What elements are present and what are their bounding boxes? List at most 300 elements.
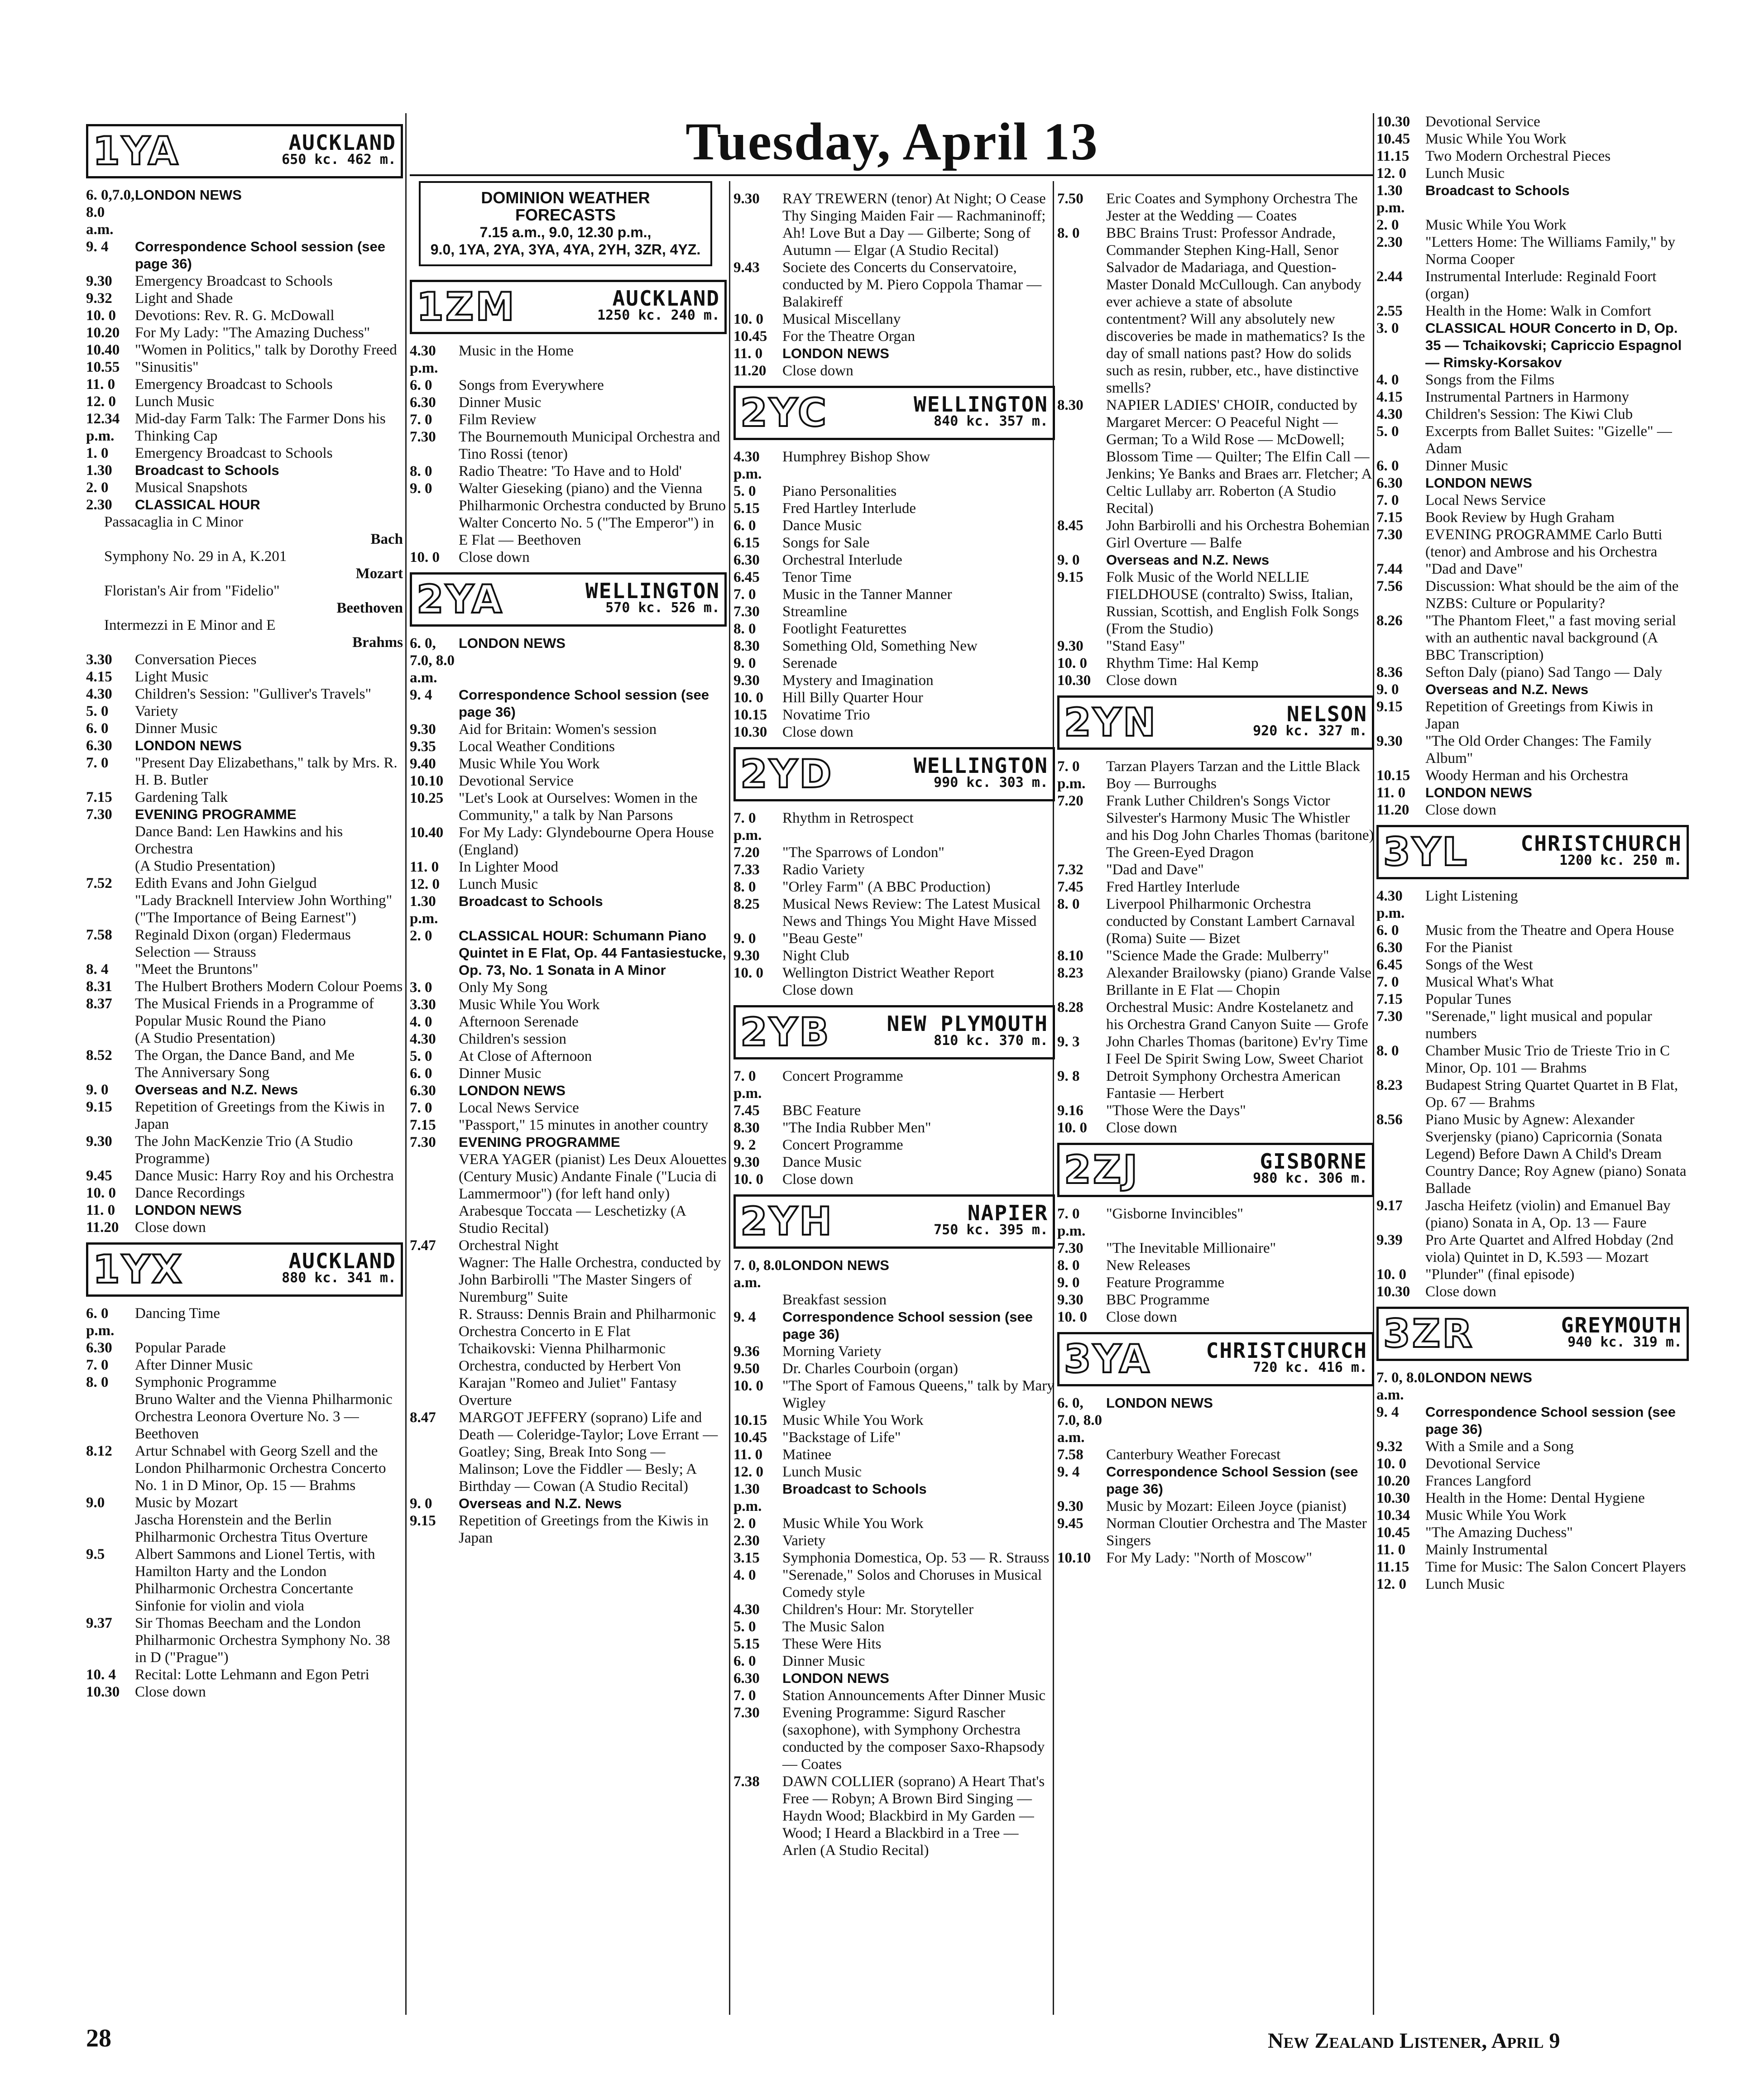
programme-time: 2.55: [1376, 303, 1403, 319]
programme-title: Correspondence School Session (see page 36): [1106, 1464, 1358, 1497]
programme-time: 8.52: [86, 1047, 112, 1064]
programme-time: 10.15: [733, 707, 767, 723]
programme-time: 4.30 p.m.: [733, 449, 762, 482]
programme-title: Concert Programme: [782, 1137, 903, 1153]
programme-title: Something Old, Something New: [782, 638, 978, 654]
programme-title: Wagner: The Halle Orchestra, conducted by John Barbirolli "The Master Singers of Nuremburg" Suite: [459, 1255, 721, 1305]
programme-title: Children's Hour: Mr. Storyteller: [782, 1601, 974, 1618]
programme-title: Close down: [1106, 1120, 1177, 1136]
programme-title: Fred Hartley Interlude: [1106, 879, 1240, 895]
programme-time: [86, 1030, 135, 1047]
programme-item: [1057, 1291, 1374, 1308]
programme-title: Music While You Work: [1425, 131, 1567, 147]
programme-time: 3.30: [410, 997, 436, 1013]
programme-title: Emergency Broadcast to Schools: [135, 273, 333, 289]
programme-title: Evening Programme: Sigurd Rascher (saxophone), with Symphony Orchestra conducted by the composer Saxo-Rhapsody — Coates: [782, 1705, 1045, 1773]
programme-title: Bruno Walter and the Vienna Philharmonic Orchestra Leonora Overture No. 3 — Beethoven: [135, 1391, 393, 1442]
programme-time: 9.45: [1057, 1515, 1083, 1532]
programme-item: [1376, 388, 1689, 406]
station-frequency: 940 kc. 319 m.: [1567, 1334, 1682, 1350]
programme-item: [733, 861, 1055, 878]
programme-item: [1376, 991, 1689, 1008]
programme-item: [733, 1308, 1055, 1343]
programme-title: Dance Music: Harry Roy and his Orchestra: [135, 1168, 394, 1184]
station-header: [1057, 1332, 1374, 1386]
programme-title: Dancing Time: [135, 1305, 220, 1322]
programme-time: 7.30: [86, 806, 112, 823]
programme-item: [733, 689, 1055, 706]
station-city: NAPIER: [967, 1201, 1048, 1225]
programme-time: 9. 0: [1057, 1275, 1080, 1291]
programme-time: 7.58: [1057, 1447, 1083, 1463]
programme-item: [1376, 182, 1689, 216]
programme-title: The Anniversary Song: [135, 1064, 269, 1081]
programme-title: Woody Herman and his Orchestra: [1425, 767, 1629, 784]
programme-time: 7.44: [1376, 561, 1403, 577]
programme-item: [1376, 406, 1689, 423]
station-header: [733, 386, 1055, 440]
station-info: [1157, 702, 1367, 740]
programme-title: "Present Day Elizabethans," talk by Mrs. R. H. B. Butler: [135, 755, 398, 788]
programme-time: 10.34: [1376, 1507, 1410, 1524]
programme-item: [410, 824, 727, 858]
programme-time: 7. 0 p.m.: [1057, 758, 1086, 792]
programme-time: 7.20: [1057, 793, 1083, 809]
column-2: [410, 181, 727, 1547]
programme-item: [86, 238, 403, 273]
programme-time: 9. 3: [1057, 1034, 1080, 1050]
programme-time: 7.56: [1376, 578, 1403, 594]
programme-title: Mystery and Imagination: [782, 672, 934, 689]
programme-time: 8. 0: [1057, 225, 1080, 241]
programme-item: [733, 620, 1055, 637]
programme-time: 7.50: [1057, 191, 1083, 207]
programme-item: [86, 1167, 403, 1184]
column-4: [1057, 190, 1374, 1567]
programme-time: 4. 0: [1376, 372, 1399, 388]
programme-item: [410, 463, 727, 480]
programme-time: 8. 0: [733, 621, 756, 637]
programme-item: [733, 328, 1055, 345]
programme-title: Repetition of Greetings from the Kiwis in Japan: [135, 1099, 385, 1132]
programme-title: LONDON NEWS: [135, 1202, 242, 1218]
programme-title: "The India Rubber Men": [782, 1120, 931, 1136]
programme-title: LONDON NEWS: [1425, 1370, 1532, 1385]
programme-item: [86, 1133, 403, 1167]
programme-item: [733, 1119, 1055, 1136]
programme-item: [1057, 964, 1374, 999]
programme-title: Close down: [782, 363, 853, 379]
programme-title: Streamline: [782, 604, 847, 620]
programme-item: [86, 1666, 403, 1683]
work-title: Symphony No. 29 in A, K.201: [104, 548, 287, 565]
programme-title: Budapest String Quartet Quartet in B Flat, Op. 67 — Brahms: [1425, 1077, 1678, 1111]
station-city: WELLINGTON: [585, 579, 720, 603]
programme-item: [1057, 551, 1374, 569]
programme-item: [733, 259, 1055, 311]
station-header: [86, 124, 403, 178]
programme-item: [86, 1356, 403, 1374]
programme-item: [1376, 302, 1689, 320]
programme-item: [410, 1495, 727, 1512]
programme-title: Jascha Horenstein and the Berlin Philharmonic Orchestra Titus Overture: [135, 1512, 368, 1545]
weather-times: 7.15 a.m., 9.0, 12.30 p.m.,: [479, 224, 652, 240]
programme-time: 7. 0: [733, 586, 756, 603]
programme-time: 9.36: [733, 1343, 760, 1360]
programme-item: [1057, 672, 1374, 689]
station-header: [410, 280, 727, 334]
programme-time: 6.45: [733, 569, 760, 585]
programme-time: 10.40: [410, 824, 444, 841]
programme-time: 2. 0: [86, 479, 109, 496]
programme-title: Chamber Music Trio de Trieste Trio in C Minor, Op. 101 — Brahms: [1425, 1043, 1670, 1076]
programme-title: LONDON NEWS: [135, 187, 242, 203]
programme-title: Instrumental Interlude: Reginald Foort (organ): [1425, 268, 1657, 302]
programme-time: 10.30: [733, 724, 767, 740]
programme-time: 7. 0, 8.0 a.m.: [733, 1257, 782, 1291]
programme-item: [410, 1409, 727, 1495]
programme-title: Serenade: [782, 655, 837, 671]
programme-time: 9.15: [410, 1513, 436, 1529]
programme-time: 2.30: [1376, 234, 1403, 250]
programme-item: [1376, 887, 1689, 922]
programme-item: [1057, 190, 1374, 225]
station-info: [1139, 1149, 1367, 1187]
programme-item: [1376, 1455, 1689, 1472]
programme-time: 8.36: [1376, 664, 1403, 680]
programme-item: [86, 410, 403, 445]
programme-item: [86, 1047, 403, 1064]
programme-time: 7.58: [86, 927, 112, 943]
programme-item: [1057, 569, 1374, 637]
station-frequency: 840 kc. 357 m.: [934, 413, 1048, 429]
programme-item: [733, 190, 1055, 259]
programme-item: [1376, 1111, 1689, 1197]
programme-title: Symphonic Programme: [135, 1374, 277, 1390]
station-info: [516, 286, 720, 324]
programme-time: 2. 0: [410, 928, 432, 944]
programme-title: John Charles Thomas (baritone) Ev'ry Time I Feel De Spirit Swing Low, Sweet Chariot: [1106, 1034, 1368, 1067]
programme-time: 10.45: [733, 1429, 767, 1446]
programme-time: 6. 0: [1376, 458, 1399, 474]
programme-time: 10.45: [1376, 131, 1410, 147]
programme-item: [410, 858, 727, 876]
programme-time: 6.30: [410, 1083, 436, 1099]
composer: Brahms: [352, 634, 403, 651]
programme-time: 2. 0: [1376, 217, 1399, 233]
programme-title: "The Sparrows of London": [782, 844, 944, 861]
programme-item: [733, 534, 1055, 551]
programme-title: CLASSICAL HOUR: [135, 497, 260, 513]
programme-title: Emergency Broadcast to Schools: [135, 376, 333, 393]
programme-time: 8. 0: [733, 879, 756, 895]
programme-item: [733, 1102, 1055, 1119]
programme-title: Radio Theatre: 'To Have and to Hold': [459, 463, 682, 479]
programme-item: [733, 362, 1055, 379]
programme-item: [733, 1670, 1055, 1687]
programme-item: [1376, 1232, 1689, 1266]
programme-title: Broadcast to Schools: [1425, 182, 1570, 198]
programme-item: [1057, 655, 1374, 672]
programme-item: [86, 376, 403, 393]
programme-title: LONDON NEWS: [135, 738, 242, 753]
programme-time: 8. 0: [1057, 1257, 1080, 1274]
programme-time: 6. 0: [733, 1653, 756, 1669]
programme-title: Pro Arte Quartet and Alfred Hobday (2nd viola) Quintet in D, K.593 — Mozart: [1425, 1232, 1674, 1265]
programme-time: 9. 0: [733, 930, 756, 947]
weather-title: DOMINION WEATHER FORECASTS: [481, 188, 650, 224]
programme-title: "The Inevitable Millionaire": [1106, 1240, 1276, 1256]
programme-time: 9. 8: [1057, 1068, 1080, 1084]
station-header: [733, 1005, 1055, 1059]
programme-time: 7.15: [1376, 509, 1403, 526]
programme-time: 7.30: [1376, 527, 1403, 543]
programme-title: Lunch Music: [782, 1464, 862, 1480]
programme-title: In Lighter Mood: [459, 859, 558, 875]
programme-title: Songs from the Films: [1425, 372, 1555, 388]
programme-item: [1057, 1308, 1374, 1326]
programme-title: Alexander Brailowsky (piano) Grande Valse Brillante in E Flat — Chopin: [1106, 965, 1371, 998]
programme-item: [86, 651, 403, 668]
programme-item: [733, 1704, 1055, 1773]
programme-title: LONDON NEWS: [782, 1257, 889, 1273]
programme-title: At Close of Afternoon: [459, 1048, 592, 1064]
programme-title: Overseas and N.Z. News: [459, 1495, 622, 1511]
programme-time: 7.38: [733, 1773, 760, 1790]
programme-item: [1376, 1438, 1689, 1455]
programme-title: Dance Music: [782, 518, 862, 534]
programme-time: 6. 0: [1376, 922, 1399, 939]
programme-title: The Hulbert Brothers Modern Colour Poems: [135, 978, 403, 995]
programme-title: Orchestral Interlude: [782, 552, 902, 568]
programme-time: 10.45: [733, 328, 767, 345]
station-callsign: 1YX: [93, 1247, 184, 1292]
programme-item: [86, 393, 403, 410]
weather-stations: 9.0, 1YA, 2YA, 3YA, 4YA, 2YH, 3ZR, 4YZ.: [430, 241, 701, 258]
programme-item: [733, 311, 1055, 328]
programme-time: 8. 0: [86, 1374, 109, 1390]
programme-time: 8.31: [86, 978, 112, 995]
programme-item: [733, 672, 1055, 689]
programme-time: 9.32: [86, 290, 112, 307]
work-title: Passacaglia in C Minor: [104, 514, 244, 530]
programme-item: [1057, 896, 1374, 947]
programme-title: The John MacKenzie Trio (A Studio Programme): [135, 1133, 353, 1167]
station-frequency: 810 kc. 370 m.: [934, 1033, 1048, 1049]
programme-time: 12. 0: [410, 876, 440, 892]
programme-item: [86, 1391, 403, 1442]
programme-item: [410, 876, 727, 893]
programme-time: 9. 4: [410, 687, 432, 703]
programme-title: Devotional Service: [459, 773, 574, 789]
station-callsign: 3YL: [1383, 829, 1469, 875]
programme-time: [733, 982, 782, 999]
programme-item: [1057, 1463, 1374, 1498]
programme-title: Songs from Everywhere: [459, 377, 604, 393]
programme-item: [733, 1429, 1055, 1446]
programme-time: 9.30: [1057, 638, 1083, 654]
programme-time: [410, 1340, 459, 1409]
page-title: Tuesday, April 13: [685, 112, 1098, 171]
programme-time: 7.33: [733, 862, 760, 878]
programme-title: Close down: [1425, 802, 1496, 818]
programme-item: [1057, 397, 1374, 517]
programme-time: 6.30: [86, 1340, 112, 1356]
programme-title: Dinner Music: [782, 1653, 865, 1669]
programme-item: [1376, 1404, 1689, 1438]
programme-title: CLASSICAL HOUR Concerto in D, Op. 35 — Tchaikovski; Capriccio Espagnol — Rimsky-Korsakov: [1425, 320, 1682, 370]
programme-item: [733, 637, 1055, 655]
programme-item: [1376, 939, 1689, 956]
station-header: [733, 1194, 1055, 1249]
programme-item: [733, 1601, 1055, 1618]
programme-time: 10. 0: [86, 307, 116, 324]
programme-item: [1376, 371, 1689, 388]
programme-item: [733, 1446, 1055, 1463]
programme-time: 10.30: [1376, 1284, 1410, 1300]
programme-item: [733, 517, 1055, 534]
programme-title: "Lady Bracknell Interview John Worthing" ("The Importance of Being Earnest"): [135, 892, 393, 926]
programme-item: [1376, 1490, 1689, 1507]
programme-item: [1376, 1472, 1689, 1490]
programme-title: "Dad and Dave": [1106, 862, 1204, 878]
programme-item: [733, 500, 1055, 517]
programme-time: 4.30: [86, 686, 112, 702]
programme-title: Close down: [135, 1219, 206, 1236]
programme-item: [410, 996, 727, 1013]
programme-title: Local Weather Conditions: [459, 738, 615, 755]
programme-item: [86, 926, 403, 961]
programme-time: 11.20: [1376, 802, 1409, 818]
programme-time: 8.30: [733, 638, 760, 654]
programme-title: Morning Variety: [782, 1343, 882, 1360]
programme-title: Overseas and N.Z. News: [1425, 681, 1589, 697]
programme-item: [1376, 681, 1689, 698]
column-3: [733, 190, 1055, 1859]
programme-title: LONDON NEWS: [782, 1670, 889, 1686]
programme-item: [410, 635, 727, 686]
programme-item: [86, 1305, 403, 1339]
programme-title: "The Old Order Changes: The Family Album": [1425, 733, 1652, 767]
programme-time: 10.55: [86, 359, 120, 375]
programme-title: BBC Brains Trust: Professor Andrade, Commander Stephen King-Hall, Senor Salvador de Madariaga, and Question-Master Donald McCullough. Can anybody ever achieve a state of absolute contentment? Will any absolutely new discoveries be made in mathematics? Is the day of small nations past? How do solids such as resin, rubber, etc., have distinctive smells?: [1106, 225, 1365, 396]
programme-time: 7.30: [733, 604, 760, 620]
programme-time: 9. 0: [86, 1082, 109, 1098]
station-header: [1376, 825, 1689, 879]
programme-title: EVENING PROGRAMME Carlo Butti (tenor) and Ambrose and his Orchestra: [1425, 527, 1663, 560]
programme-item: [733, 1154, 1055, 1171]
programme-time: 7. 0, 8.0 a.m.: [1376, 1370, 1425, 1403]
programme-item: [733, 1532, 1055, 1549]
programme-title: Mid-day Farm Talk: The Farmer Dons his Thinking Cap: [135, 411, 386, 444]
programme-time: 9.30: [86, 1133, 112, 1150]
programme-item: [410, 377, 727, 394]
programme-item: [1376, 767, 1689, 784]
programme-item: [733, 1343, 1055, 1360]
programme-title: Station Announcements After Dinner Music: [782, 1687, 1046, 1704]
page-number: 28: [86, 2024, 111, 2052]
programme-time: 10.30: [86, 1684, 120, 1700]
station-callsign: 2ZJ: [1064, 1147, 1140, 1193]
programme-time: [86, 1391, 135, 1442]
programme-time: 4.30 p.m.: [410, 343, 438, 376]
programme-time: 9.17: [1376, 1198, 1403, 1214]
programme-title: Radio Variety: [782, 862, 865, 878]
programme-title: Dinner Music: [459, 1065, 542, 1082]
programme-time: 10.15: [1376, 767, 1410, 784]
programme-item: [86, 1511, 403, 1546]
programme-item: [410, 480, 727, 549]
programme-item: [410, 1048, 727, 1065]
programme-title: "Science Made the Grade: Mulberry": [1106, 948, 1329, 964]
programme-time: 7. 0 p.m.: [733, 1068, 762, 1102]
programme-item: [1376, 973, 1689, 991]
programme-item: [1376, 1524, 1689, 1541]
programme-time: 9. 0: [733, 655, 756, 671]
programme-item: [86, 462, 403, 479]
station-city: GREYMOUTH: [1561, 1313, 1682, 1337]
station-city: CHRISTCHURCH: [1206, 1338, 1367, 1363]
column-divider: [405, 113, 407, 2015]
programme-time: 5. 0: [410, 1048, 432, 1064]
programme-time: 9.37: [86, 1615, 112, 1631]
programme-title: Lunch Music: [135, 393, 215, 410]
programme-time: 8. 0: [410, 463, 432, 479]
programme-item: [410, 1254, 727, 1306]
programme-title: Devotional Service: [1425, 1456, 1540, 1472]
programme-title: Dr. Charles Courboin (organ): [782, 1361, 958, 1377]
programme-item: [86, 341, 403, 359]
programme-title: Children's session: [459, 1031, 566, 1047]
programme-title: Devotional Service: [1425, 114, 1540, 130]
programme-item: [410, 790, 727, 824]
programme-time: 5. 0: [86, 703, 109, 719]
programme-item: [86, 1683, 403, 1701]
programme-item: [86, 324, 403, 341]
programme-time: 10.30: [1376, 114, 1410, 130]
programme-title: Correspondence School session (see page 36): [1425, 1404, 1676, 1437]
programme-title: Correspondence School session (see page 36): [782, 1309, 1033, 1342]
station-frequency: 990 kc. 303 m.: [934, 775, 1048, 791]
programme-title: Dance Band: Len Hawkins and his Orchestra: [135, 824, 343, 857]
programme-item: [86, 445, 403, 462]
programme-time: 9. 0: [1376, 681, 1399, 698]
programme-title: Rhythm in Retrospect: [782, 810, 914, 826]
programme-time: 8.47: [410, 1409, 436, 1426]
programme-title: BBC Programme: [1106, 1292, 1210, 1308]
station-callsign: 2YN: [1064, 700, 1158, 745]
programme-item: [410, 1340, 727, 1409]
programme-time: 4.30: [733, 1601, 760, 1618]
programme-time: 10. 0: [733, 690, 763, 706]
programme-time: 11. 0: [86, 1202, 115, 1218]
programme-time: 9.50: [733, 1361, 760, 1377]
programme-item: [86, 307, 403, 324]
programme-item: [86, 995, 403, 1030]
programme-time: 9. 4: [86, 239, 109, 255]
programme-time: 5. 0: [1376, 423, 1399, 440]
programme-time: 6. 0: [410, 1065, 432, 1082]
programme-time: 1.30 p.m.: [1376, 182, 1405, 216]
programme-item: [1057, 225, 1374, 397]
programme-time: 1.30 p.m.: [733, 1481, 762, 1514]
programme-item: [86, 789, 403, 806]
station-info: [1469, 831, 1682, 869]
programme-title: Broadcast to Schools: [782, 1481, 927, 1497]
programme-item: [410, 686, 727, 721]
programme-title: Close down: [782, 724, 853, 740]
programme-time: 10. 0: [733, 965, 763, 981]
